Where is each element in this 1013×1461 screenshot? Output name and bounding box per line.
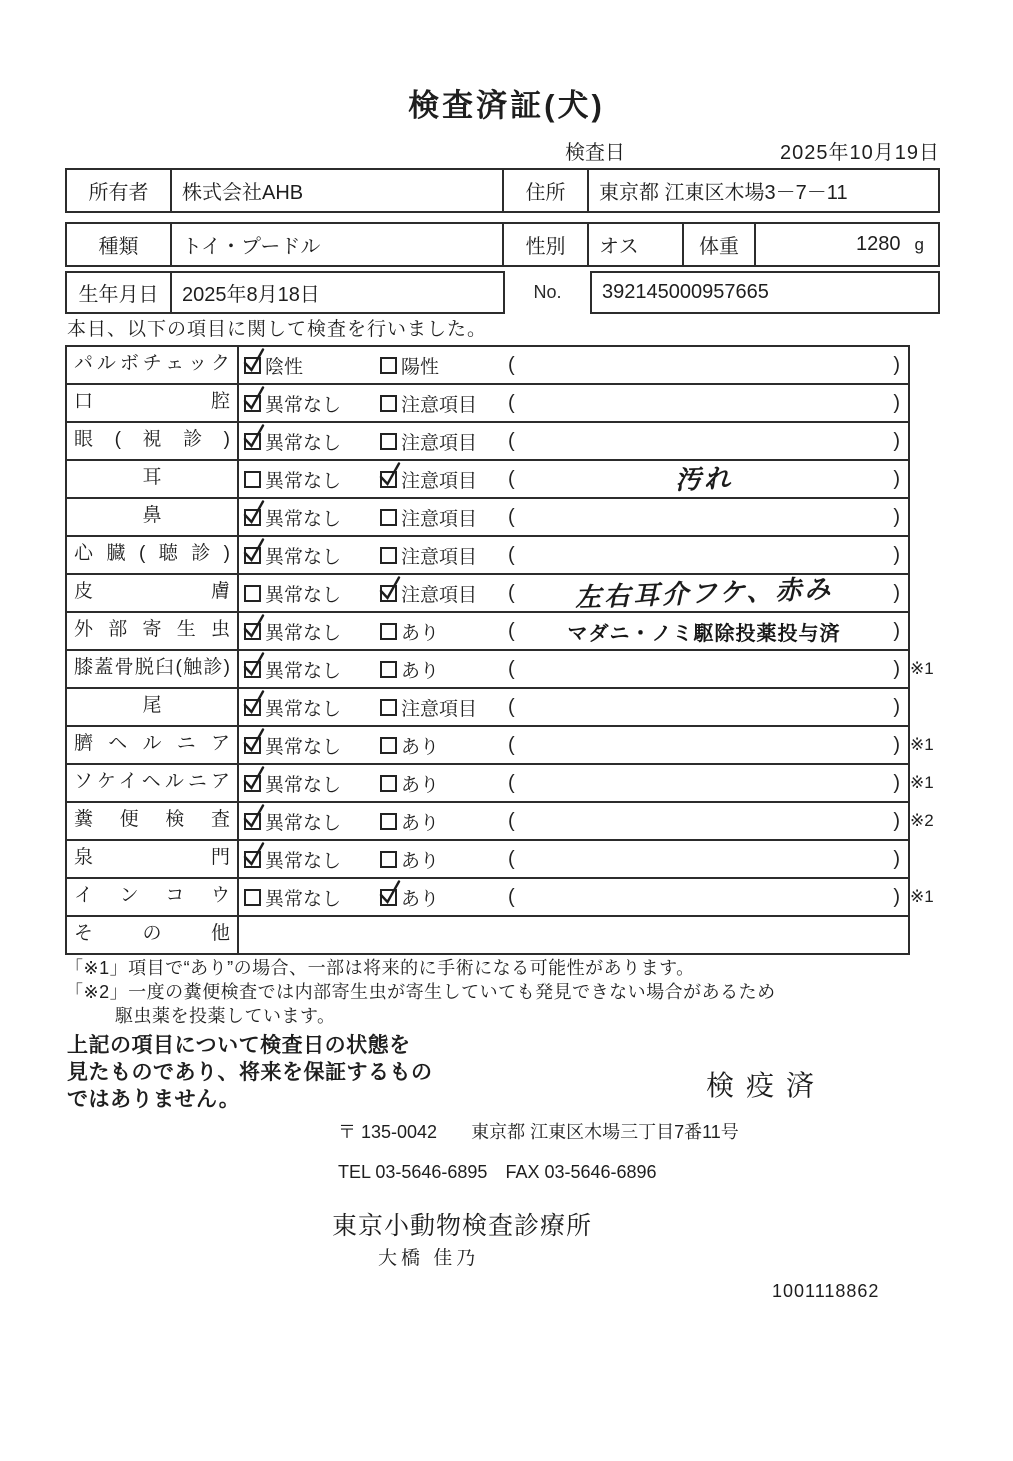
remark-area: [515, 617, 894, 646]
option-label: 異常なし: [265, 888, 342, 910]
exam-item-label: 眼(視診): [67, 423, 239, 459]
footnote-1: 「※1」項目で“あり”の場合、一部は将来的に手術になる可能性があります。: [65, 958, 695, 978]
exam-item-result: [239, 423, 908, 459]
exam-item-label: 膝蓋骨脱臼(触診): [67, 651, 239, 687]
option-label: 異常なし: [265, 812, 342, 834]
printed-remark: マダニ・ノミ駆除投薬投与済: [567, 622, 841, 645]
birthdate-value: 2025年8月18日: [170, 273, 502, 312]
exam-item-result: [239, 461, 908, 497]
checkbox-checked-icon: [244, 661, 261, 678]
no-value: 392145000957665: [602, 281, 769, 303]
option-label: あり: [401, 850, 440, 872]
option-label: 注意項目: [401, 432, 478, 454]
quarantine-stamp: 検疫済: [706, 1070, 827, 1101]
checklist-row: [67, 347, 908, 383]
handwritten-remark: 左右耳介フケ、赤み: [574, 573, 834, 613]
checkbox-unchecked-icon: [244, 889, 261, 906]
paren-open: (: [508, 619, 515, 642]
handwritten-check-icon: [242, 384, 267, 413]
result-option-checked: [244, 428, 380, 455]
no-label: No.: [533, 282, 562, 302]
result-option-unchecked: [244, 466, 380, 493]
paren-open: (: [508, 391, 515, 414]
exam-item-label: その他: [67, 917, 239, 953]
exam-item-result: [239, 879, 908, 915]
handwritten-check-icon: [242, 346, 267, 375]
checkbox-unchecked-icon: [380, 395, 397, 412]
exam-item-result: [239, 651, 908, 687]
disclaimer-line-1: 上記の項目について検査日の状態を: [67, 1034, 411, 1057]
birthdate-label: 生年月日: [78, 284, 159, 306]
checklist-row: [67, 763, 934, 801]
checklist-row: [67, 687, 908, 725]
option-label: 注意項目: [401, 394, 478, 416]
no-box: [590, 271, 940, 314]
paren-close: ): [893, 885, 900, 908]
result-option-unchecked: [380, 656, 508, 683]
option-label: 異常なし: [265, 546, 342, 568]
disclaimer-line-2: 見たものであり、将来を保証するもの: [67, 1061, 433, 1084]
checkbox-checked-icon: [244, 775, 261, 792]
reference-mark: ※1: [910, 773, 934, 792]
checkbox-unchecked-icon: [380, 737, 397, 754]
option-label: 注意項目: [401, 508, 478, 530]
checklist-row: [67, 611, 908, 649]
checkbox-checked-icon: [380, 585, 397, 602]
checkbox-checked-icon: [244, 547, 261, 564]
clinic-postal-row: [338, 1118, 739, 1144]
exam-item-label: 鼻: [67, 499, 239, 535]
paren-open: (: [508, 353, 515, 376]
checkbox-unchecked-icon: [244, 585, 261, 602]
exam-item-label: 泉門: [67, 841, 239, 877]
option-label: 注意項目: [401, 584, 478, 606]
checkbox-checked-icon: [244, 395, 261, 412]
paren-close: ): [893, 619, 900, 642]
paren-close: ): [893, 467, 900, 490]
handwritten-check-icon: [242, 650, 267, 679]
paren-open: (: [508, 771, 515, 794]
checkbox-unchecked-icon: [244, 471, 261, 488]
option-label: あり: [401, 622, 440, 644]
sex-value: オス: [587, 224, 682, 265]
paren-close: ): [893, 657, 900, 680]
handwritten-check-icon: [242, 840, 267, 869]
checklist-row: [67, 497, 908, 535]
option-label: あり: [401, 888, 440, 910]
option-label: 異常なし: [265, 508, 342, 530]
result-option-checked: [244, 504, 380, 531]
checklist-row: [67, 877, 934, 915]
handwritten-check-icon: [242, 612, 267, 641]
exam-item-result: [239, 613, 908, 649]
result-option-checked: [244, 732, 380, 759]
exam-item-label: パルボチェック: [67, 347, 239, 383]
paren-close: ): [893, 695, 900, 718]
option-label: 異常なし: [265, 736, 342, 758]
handwritten-check-icon: [378, 460, 403, 489]
exam-item-result: [239, 575, 908, 611]
paren-open: (: [508, 847, 515, 870]
exam-item-result: [239, 841, 908, 877]
result-option-unchecked: [380, 808, 508, 835]
exam-item-label: インコウ: [67, 879, 239, 915]
owner-label: 所有者: [88, 182, 149, 204]
checkbox-unchecked-icon: [380, 623, 397, 640]
paren-open: (: [508, 467, 515, 490]
paren-close: ): [893, 581, 900, 604]
option-label: 注意項目: [401, 546, 478, 568]
weight-value: 1280: [856, 233, 901, 255]
checklist-row: [67, 649, 934, 687]
exam-item-result: [239, 917, 908, 953]
paren-close: ): [893, 543, 900, 566]
exam-item-label: 臍ヘルニア: [67, 727, 239, 763]
reference-mark: ※1: [910, 659, 934, 678]
paren-close: ): [893, 429, 900, 452]
checkbox-unchecked-icon: [380, 775, 397, 792]
option-label: 異常なし: [265, 660, 342, 682]
animal-table-row1: [65, 222, 940, 267]
result-option-unchecked: [380, 428, 508, 455]
checkbox-checked-icon: [244, 509, 261, 526]
remark-area: [515, 575, 894, 612]
checkbox-checked-icon: [244, 813, 261, 830]
inspection-date-label: 検査日: [565, 142, 625, 164]
breed-value: トイ・プードル: [170, 224, 502, 265]
clinic-tel: TEL 03-5646-6895: [338, 1162, 488, 1182]
result-option-unchecked: [380, 542, 508, 569]
result-option-checked: [244, 352, 380, 379]
address-label: 住所: [502, 170, 587, 211]
paren-open: (: [508, 657, 515, 680]
owner-table: [65, 168, 940, 213]
checkbox-checked-icon: [244, 737, 261, 754]
weight-unit: g: [914, 234, 924, 254]
checklist-row: [67, 421, 908, 459]
checkbox-unchecked-icon: [380, 433, 397, 450]
reference-mark: ※2: [910, 811, 934, 830]
checklist-table: [65, 345, 934, 955]
clinic-name: 東京小動物検査診療所: [332, 1212, 593, 1240]
paren-open: (: [508, 733, 515, 756]
checklist-row: [67, 801, 934, 839]
address-value: 東京都 江東区木場3－7－11: [587, 170, 938, 211]
handwritten-check-icon: [242, 802, 267, 831]
paren-open: (: [508, 885, 515, 908]
handwritten-check-icon: [242, 422, 267, 451]
checkbox-unchecked-icon: [380, 813, 397, 830]
checklist-row: [67, 535, 908, 573]
checkbox-checked-icon: [244, 357, 261, 374]
reference-mark: ※1: [910, 735, 934, 754]
intro-text: 本日、以下の項目に関して検査を行いました。: [67, 319, 488, 340]
result-option-unchecked: [380, 618, 508, 645]
checklist-row: [67, 915, 908, 953]
result-option-checked: [244, 846, 380, 873]
checklist-row: [67, 383, 908, 421]
disclaimer-line-3: ではありません。: [67, 1088, 241, 1111]
result-option-unchecked: [380, 732, 508, 759]
paren-close: ): [893, 353, 900, 376]
checkbox-unchecked-icon: [380, 357, 397, 374]
exam-item-label: 尾: [67, 689, 239, 725]
handwritten-check-icon: [242, 726, 267, 755]
checkbox-checked-icon: [380, 889, 397, 906]
exam-item-label: 心臓(聴診): [67, 537, 239, 573]
paren-open: (: [508, 581, 515, 604]
option-label: 異常なし: [265, 774, 342, 796]
paren-open: (: [508, 505, 515, 528]
exam-item-result: [239, 689, 908, 725]
result-option-unchecked: [244, 884, 380, 911]
clinic-fax: FAX 03-5646-6896: [505, 1162, 657, 1182]
option-label: 異常なし: [265, 584, 342, 606]
veterinarian-name: 大橋 佳乃: [378, 1248, 480, 1269]
breed-label: 種類: [98, 236, 139, 258]
handwritten-check-icon: [378, 878, 403, 907]
clinic-address: 東京都 江東区木場三丁目7番11号: [471, 1122, 739, 1142]
checkbox-unchecked-icon: [380, 851, 397, 868]
result-option-unchecked: [380, 352, 508, 379]
exam-item-label: 外部寄生虫: [67, 613, 239, 649]
result-option-checked: [380, 884, 508, 911]
birthdate-box: [65, 271, 505, 314]
exam-item-result: [239, 499, 908, 535]
page-title: 検査済証(犬): [408, 88, 605, 123]
inspection-date-row: [65, 136, 940, 165]
option-label: あり: [401, 736, 440, 758]
result-option-unchecked: [380, 390, 508, 417]
result-option-unchecked: [380, 770, 508, 797]
checklist-row: [67, 839, 908, 877]
result-option-checked: [244, 390, 380, 417]
inspection-date-value: 2025年10月19日: [780, 142, 940, 164]
option-label: 陽性: [401, 356, 440, 378]
result-option-checked: [380, 466, 508, 493]
exam-item-result: [239, 537, 908, 573]
option-label: 異常なし: [265, 470, 342, 492]
exam-item-result: [239, 727, 908, 763]
checkbox-checked-icon: [244, 433, 261, 450]
checklist-row: [67, 573, 908, 611]
option-label: あり: [401, 812, 440, 834]
paren-close: ): [893, 391, 900, 414]
option-label: 異常なし: [265, 622, 342, 644]
clinic-contact-row: [338, 1162, 657, 1183]
result-option-checked: [244, 694, 380, 721]
handwritten-check-icon: [242, 764, 267, 793]
paren-open: (: [508, 809, 515, 832]
result-option-checked: [380, 580, 508, 607]
result-option-checked: [244, 808, 380, 835]
footnote-2: 「※2」一度の糞便検査では内部寄生虫が寄生していても発見できない場合があるため: [65, 982, 776, 1002]
weight-label: 体重: [682, 224, 754, 265]
clinic-postal-code: 〒 135-0042: [338, 1122, 438, 1142]
result-option-unchecked: [244, 580, 380, 607]
paren-close: ): [893, 809, 900, 832]
paren-open: (: [508, 429, 515, 452]
weight-value-cell: [754, 224, 938, 265]
option-label: 異常なし: [265, 394, 342, 416]
exam-item-result: [239, 803, 908, 839]
exam-item-result: [239, 385, 908, 421]
paren-open: (: [508, 543, 515, 566]
exam-item-result: [239, 765, 908, 801]
option-label: 異常なし: [265, 698, 342, 720]
option-label: 異常なし: [265, 850, 342, 872]
disclaimer-text: [67, 1032, 433, 1113]
exam-item-label: ソケイヘルニア: [67, 765, 239, 801]
option-label: 異常なし: [265, 432, 342, 454]
owner-value: 株式会社AHB: [170, 170, 502, 211]
option-label: 陰性: [265, 356, 304, 378]
handwritten-check-icon: [242, 536, 267, 565]
option-label: 注意項目: [401, 698, 478, 720]
handwritten-check-icon: [378, 574, 403, 603]
checkbox-unchecked-icon: [380, 509, 397, 526]
option-label: 注意項目: [401, 470, 478, 492]
paren-open: (: [508, 695, 515, 718]
result-option-checked: [244, 542, 380, 569]
sex-label: 性別: [502, 224, 587, 265]
handwritten-check-icon: [242, 688, 267, 717]
exam-item-label: 耳: [67, 461, 239, 497]
handwritten-remark: 汚れ: [674, 462, 734, 495]
paren-close: ): [893, 847, 900, 870]
paren-close: ): [893, 505, 900, 528]
result-option-checked: [244, 770, 380, 797]
result-option-unchecked: [380, 504, 508, 531]
option-label: あり: [401, 660, 440, 682]
checklist-row: [67, 459, 908, 497]
exam-item-result: [239, 347, 908, 383]
result-option-checked: [244, 618, 380, 645]
checkbox-checked-icon: [244, 851, 261, 868]
checklist-row: [67, 725, 934, 763]
exam-item-label: 口腔: [67, 385, 239, 421]
animal-table-row2: [65, 271, 940, 314]
handwritten-check-icon: [242, 498, 267, 527]
result-option-unchecked: [380, 846, 508, 873]
option-label: あり: [401, 774, 440, 796]
paren-close: ): [893, 771, 900, 794]
exam-item-label: 糞便検査: [67, 803, 239, 839]
checkbox-checked-icon: [244, 699, 261, 716]
footnote-2-continued: 駆虫薬を投薬しています。: [115, 1006, 336, 1026]
checkbox-unchecked-icon: [380, 699, 397, 716]
result-option-checked: [244, 656, 380, 683]
reference-mark: ※1: [910, 887, 934, 906]
checkbox-checked-icon: [380, 471, 397, 488]
exam-item-label: 皮膚: [67, 575, 239, 611]
document-serial-number: 1001118862: [772, 1281, 880, 1301]
checkbox-unchecked-icon: [380, 661, 397, 678]
paren-close: ): [893, 733, 900, 756]
checkbox-unchecked-icon: [380, 547, 397, 564]
checkbox-checked-icon: [244, 623, 261, 640]
remark-area: [515, 461, 894, 498]
result-option-unchecked: [380, 694, 508, 721]
